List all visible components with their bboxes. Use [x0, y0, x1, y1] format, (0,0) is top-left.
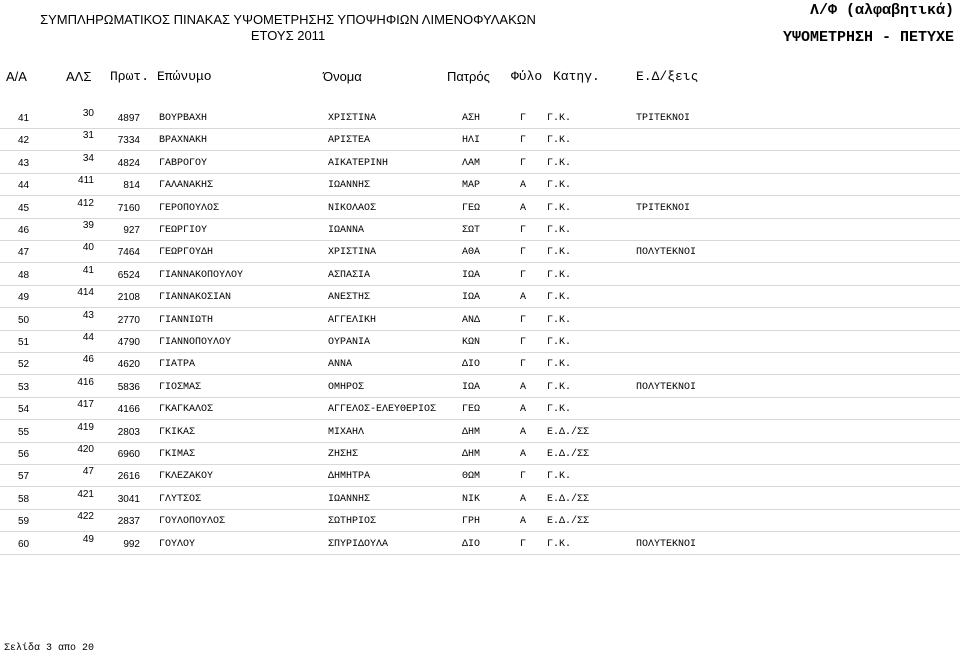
cell-father-name: ΙΩΑ — [462, 381, 481, 393]
table-row — [0, 510, 960, 532]
cell-first-name: ΙΩΑΝΝΗΣ — [328, 180, 371, 192]
cell-first-name: ΙΩΑΝΝΗΣ — [328, 493, 371, 505]
cell-surname: ΓΕΡΟΠΟΥΛΟΣ — [159, 202, 220, 214]
cell-sex: Γ — [520, 135, 527, 147]
col-header-last: Επώνυμο — [157, 69, 212, 84]
cell-father-name: ΑΝΔ — [462, 314, 481, 326]
table-row — [0, 353, 960, 375]
cell-ams: 417 — [77, 399, 94, 411]
cell-first-name: ΝΙΚΟΛΑΟΣ — [328, 202, 377, 214]
cell-category: Γ.Κ. — [547, 135, 572, 147]
cell-first-name: ΑΓΓΕΛΟΣ-ΕΛΕΥΘΕΡΙΟΣ — [328, 404, 437, 416]
cell-sex: Α — [520, 493, 527, 505]
col-header-aa: Α/Α — [6, 69, 27, 84]
page-number: Σελίδα 3 απο 20 — [4, 643, 95, 654]
cell-category: Γ.Κ. — [547, 359, 572, 371]
cell-father-name: ΔΙΟ — [462, 359, 481, 371]
cell-ams: 421 — [77, 488, 94, 500]
cell-father-name: ΛΑΜ — [462, 157, 481, 169]
cell-protocol: 2616 — [117, 471, 140, 483]
cell-protocol: 814 — [123, 180, 140, 192]
table-row — [0, 197, 960, 219]
cell-father-name: ΙΩΑ — [462, 292, 481, 304]
cell-protocol: 6524 — [117, 269, 140, 281]
cell-protocol: 4790 — [117, 337, 140, 348]
cell-sex: Α — [520, 292, 527, 304]
cell-sex: Γ — [520, 538, 527, 550]
cell-category: Ε.Δ./ΣΣ — [547, 493, 590, 505]
cell-aa: 59 — [18, 516, 30, 528]
cell-sex: Α — [520, 404, 527, 416]
cell-father-name: ΓΡΗ — [462, 516, 481, 528]
cell-father-name: ΗΛΙ — [462, 135, 481, 147]
cell-protocol: 2108 — [117, 292, 140, 304]
cell-category: Γ.Κ. — [547, 225, 572, 236]
cell-sex: Α — [520, 381, 527, 393]
cell-aa: 51 — [18, 337, 30, 348]
cell-category: Γ.Κ. — [547, 202, 572, 214]
cell-ams: 41 — [82, 264, 94, 276]
cell-surname: ΓΙΟΣΜΑΣ — [159, 381, 202, 393]
cell-first-name: ΑΓΓΕΛΙΚΗ — [328, 314, 377, 326]
table-row — [0, 309, 960, 331]
cell-aa: 54 — [18, 404, 30, 416]
cell-ams: 44 — [82, 332, 94, 343]
cell-surname: ΒΡΑΧΝΑΚΗ — [159, 135, 208, 147]
cell-sex: Γ — [520, 471, 527, 483]
cell-surname: ΓΚΙΚΑΣ — [159, 426, 196, 438]
cell-category: Ε.Δ./ΣΣ — [547, 426, 590, 438]
cell-ams: 43 — [82, 309, 94, 321]
table-row — [0, 376, 960, 398]
table-row — [0, 465, 960, 487]
table-row — [0, 286, 960, 308]
table-row — [0, 398, 960, 420]
cell-surname: ΓΕΩΡΓΙΟΥ — [159, 225, 208, 236]
cell-first-name: ΣΠΥΡΙΔΟΥΛΑ — [328, 538, 389, 550]
cell-remarks: ΠΟΛΥΤΕΚΝΟΙ — [636, 247, 697, 259]
cell-surname: ΓΑΒΡΟΓΟΥ — [159, 157, 208, 169]
table-row — [0, 533, 960, 555]
cell-first-name: ΑΝΝΑ — [328, 359, 353, 371]
cell-sex: Α — [520, 180, 527, 192]
cell-category: Ε.Δ./ΣΣ — [547, 449, 590, 460]
cell-aa: 46 — [18, 225, 30, 236]
col-header-patros: Πατρός — [447, 69, 490, 84]
cell-protocol: 2837 — [117, 516, 140, 528]
cell-ams: 414 — [77, 287, 94, 299]
table-row — [0, 241, 960, 263]
table-row — [0, 107, 960, 129]
cell-aa: 57 — [18, 471, 30, 483]
cell-aa: 50 — [18, 314, 30, 326]
cell-protocol: 2770 — [117, 314, 140, 326]
cell-father-name: ΓΕΩ — [462, 202, 481, 214]
cell-first-name: ΑΣΠΑΣΙΑ — [328, 269, 371, 281]
cell-protocol: 992 — [123, 538, 140, 550]
cell-protocol: 4824 — [117, 157, 140, 169]
cell-remarks: ΠΟΛΥΤΕΚΝΟΙ — [636, 381, 697, 393]
cell-category: Γ.Κ. — [547, 247, 572, 259]
cell-ams: 422 — [77, 511, 94, 523]
cell-category: Γ.Κ. — [547, 337, 572, 348]
cell-protocol: 4620 — [117, 359, 140, 371]
cell-first-name: ΙΩΑΝΝΑ — [328, 225, 365, 236]
col-header-cat: Κατηγ. — [553, 69, 600, 84]
cell-first-name: ΟΜΗΡΟΣ — [328, 381, 365, 393]
col-header-ams: ΑΛΣ — [66, 69, 92, 84]
cell-first-name: ΑΝΕΣΤΗΣ — [328, 292, 371, 304]
cell-category: Γ.Κ. — [547, 269, 572, 281]
cell-surname: ΓΚΙΜΑΣ — [159, 449, 196, 460]
cell-aa: 56 — [18, 449, 30, 460]
cell-aa: 45 — [18, 202, 30, 214]
cell-remarks: ΠΟΛΥΤΕΚΝΟΙ — [636, 538, 697, 550]
table-row — [0, 421, 960, 443]
cell-surname: ΓΙΑΝΝΑΚΟΠΟΥΛΟΥ — [159, 269, 244, 281]
cell-first-name: ΟΥΡΑΝΙΑ — [328, 337, 371, 348]
cell-sex: Α — [520, 516, 527, 528]
col-header-first: Όνομα — [323, 69, 362, 84]
cell-sex: Γ — [520, 269, 527, 281]
cell-aa: 60 — [18, 538, 30, 550]
cell-protocol: 2803 — [117, 426, 140, 438]
cell-sex: Γ — [520, 314, 527, 326]
table-row — [0, 219, 960, 241]
cell-sex: Γ — [520, 225, 527, 236]
cell-aa: 53 — [18, 381, 30, 393]
cell-protocol: 5836 — [117, 381, 140, 393]
cell-category: Γ.Κ. — [547, 381, 572, 393]
cell-ams: 34 — [82, 152, 94, 164]
cell-ams: 420 — [77, 444, 94, 455]
cell-category: Γ.Κ. — [547, 113, 572, 124]
cell-surname: ΓΟΥΛΟΥ — [159, 538, 196, 550]
cell-category: Γ.Κ. — [547, 292, 572, 304]
cell-sex: Γ — [520, 337, 527, 348]
cell-aa: 58 — [18, 493, 30, 505]
cell-category: Γ.Κ. — [547, 404, 572, 416]
cell-ams: 412 — [77, 197, 94, 209]
cell-aa: 42 — [18, 135, 30, 147]
cell-ams: 416 — [77, 376, 94, 388]
cell-first-name: ΔΗΜΗΤΡΑ — [328, 471, 371, 483]
col-header-ed: Ε.Δ/ξεις — [636, 69, 699, 84]
cell-ams: 31 — [82, 130, 94, 142]
cell-sex: Α — [520, 426, 527, 438]
cell-ams: 40 — [82, 242, 94, 254]
cell-aa: 55 — [18, 426, 30, 438]
cell-remarks: ΤΡΙΤΕΚΝΟΙ — [636, 202, 691, 214]
cell-protocol: 7464 — [117, 247, 140, 259]
cell-sex: Γ — [520, 359, 527, 371]
cell-category: Γ.Κ. — [547, 538, 572, 550]
cell-father-name: ΚΩΝ — [462, 337, 481, 348]
table-row — [0, 174, 960, 196]
cell-surname: ΓΙΑΝΝΟΠΟΥΛΟΥ — [159, 337, 232, 348]
cell-surname: ΓΕΩΡΓΟΥΔΗ — [159, 247, 214, 259]
cell-ams: 47 — [82, 466, 94, 478]
cell-ams: 39 — [82, 220, 94, 231]
cell-surname: ΓΟΥΛΟΠΟΥΛΟΣ — [159, 516, 226, 528]
cell-father-name: ΔΗΜ — [462, 426, 481, 438]
table-row — [0, 129, 960, 151]
cell-surname: ΓΙΑΤΡΑ — [159, 359, 196, 371]
cell-surname: ΓΚΑΓΚΑΛΟΣ — [159, 404, 214, 416]
cell-surname: ΒΟΥΡΒΑΧΗ — [159, 113, 208, 124]
cell-first-name: ΑΙΚΑΤΕΡΙΝΗ — [328, 157, 389, 169]
cell-ams: 46 — [82, 354, 94, 366]
col-header-prot: Πρωτ. — [110, 69, 150, 84]
cell-protocol: 7160 — [117, 202, 140, 214]
cell-category: Γ.Κ. — [547, 157, 572, 169]
cell-father-name: ΔΙΟ — [462, 538, 481, 550]
document-subtitle: ΕΤΟΥΣ 2011 — [250, 28, 326, 43]
cell-aa: 47 — [18, 247, 30, 259]
cell-father-name: ΙΩΑ — [462, 269, 481, 281]
cell-first-name: ΜΙΧΑΗΛ — [328, 426, 365, 438]
cell-aa: 44 — [18, 180, 30, 192]
col-header-sex: Φύλο — [511, 69, 543, 84]
cell-first-name: ΖΗΣΗΣ — [328, 449, 359, 460]
cell-remarks: ΤΡΙΤΕΚΝΟΙ — [636, 113, 691, 124]
cell-aa: 49 — [18, 292, 30, 304]
cell-category: Γ.Κ. — [547, 471, 572, 483]
cell-sex: Α — [520, 202, 527, 214]
cell-father-name: ΑΘΑ — [462, 247, 481, 259]
cell-father-name: ΔΗΜ — [462, 449, 481, 460]
section-label: ΥΨΟΜΕΤΡΗΣΗ - ΠΕΤΥΧΕ — [782, 29, 954, 46]
cell-protocol: 4166 — [117, 404, 140, 416]
cell-father-name: ΑΣΗ — [462, 113, 481, 124]
table-row — [0, 331, 960, 353]
cell-protocol: 4897 — [117, 113, 140, 124]
cell-aa: 48 — [18, 269, 30, 281]
cell-sex: Γ — [520, 247, 527, 259]
cell-surname: ΓΛΥΤΣΟΣ — [159, 493, 202, 505]
cell-first-name: ΧΡΙΣΤΙΝΑ — [328, 113, 377, 124]
cell-father-name: ΣΩΤ — [462, 225, 481, 236]
table-row — [0, 488, 960, 510]
cell-category: Γ.Κ. — [547, 180, 572, 192]
cell-first-name: ΣΩΤΗΡΙΟΣ — [328, 516, 377, 528]
cell-aa: 52 — [18, 359, 30, 371]
cell-father-name: ΝΙΚ — [462, 493, 481, 505]
cell-protocol: 927 — [123, 225, 140, 236]
cell-father-name: ΓΕΩ — [462, 404, 481, 416]
cell-ams: 411 — [78, 175, 94, 187]
cell-father-name: ΘΩΜ — [462, 471, 481, 483]
cell-ams: 30 — [82, 108, 94, 119]
cell-category: Ε.Δ./ΣΣ — [547, 516, 590, 528]
cell-surname: ΓΑΛΑΝΑΚΗΣ — [159, 180, 214, 192]
cell-surname: ΓΚΛΕΖΑΚΟΥ — [159, 471, 214, 483]
cell-father-name: ΜΑΡ — [462, 180, 481, 192]
cell-ams: 49 — [82, 533, 94, 545]
cell-surname: ΓΙΑΝΝΙΩΤΗ — [159, 314, 214, 326]
cell-protocol: 7334 — [117, 135, 140, 147]
cell-first-name: ΧΡΙΣΤΙΝΑ — [328, 247, 377, 259]
cell-ams: 419 — [77, 421, 94, 433]
document-title: ΣΥΜΠΛΗΡΩΜΑΤΙΚΟΣ ΠΙΝΑΚΑΣ ΥΨΟΜΕΤΡΗΣΗΣ ΥΠΟΨΗΦΙΩΝ ΛΙΜΕΝΟΦΥΛΑΚΩΝ — [40, 12, 536, 27]
table-row — [0, 443, 960, 465]
cell-protocol: 6960 — [117, 449, 140, 460]
cell-first-name: ΑΡΙΣΤΕΑ — [328, 135, 371, 147]
cell-aa: 41 — [18, 113, 30, 124]
cell-surname: ΓΙΑΝΝΑΚΟΣΙΑΝ — [159, 292, 232, 304]
cell-category: Γ.Κ. — [547, 314, 572, 326]
cell-sex: Α — [520, 449, 527, 460]
cell-protocol: 3041 — [117, 493, 140, 505]
cell-sex: Γ — [520, 157, 527, 169]
list-type-label: Λ/Φ (αλφαβητικά) — [809, 2, 954, 19]
table-row — [0, 152, 960, 174]
table-row — [0, 264, 960, 286]
cell-sex: Γ — [520, 113, 527, 124]
cell-aa: 43 — [18, 157, 30, 169]
